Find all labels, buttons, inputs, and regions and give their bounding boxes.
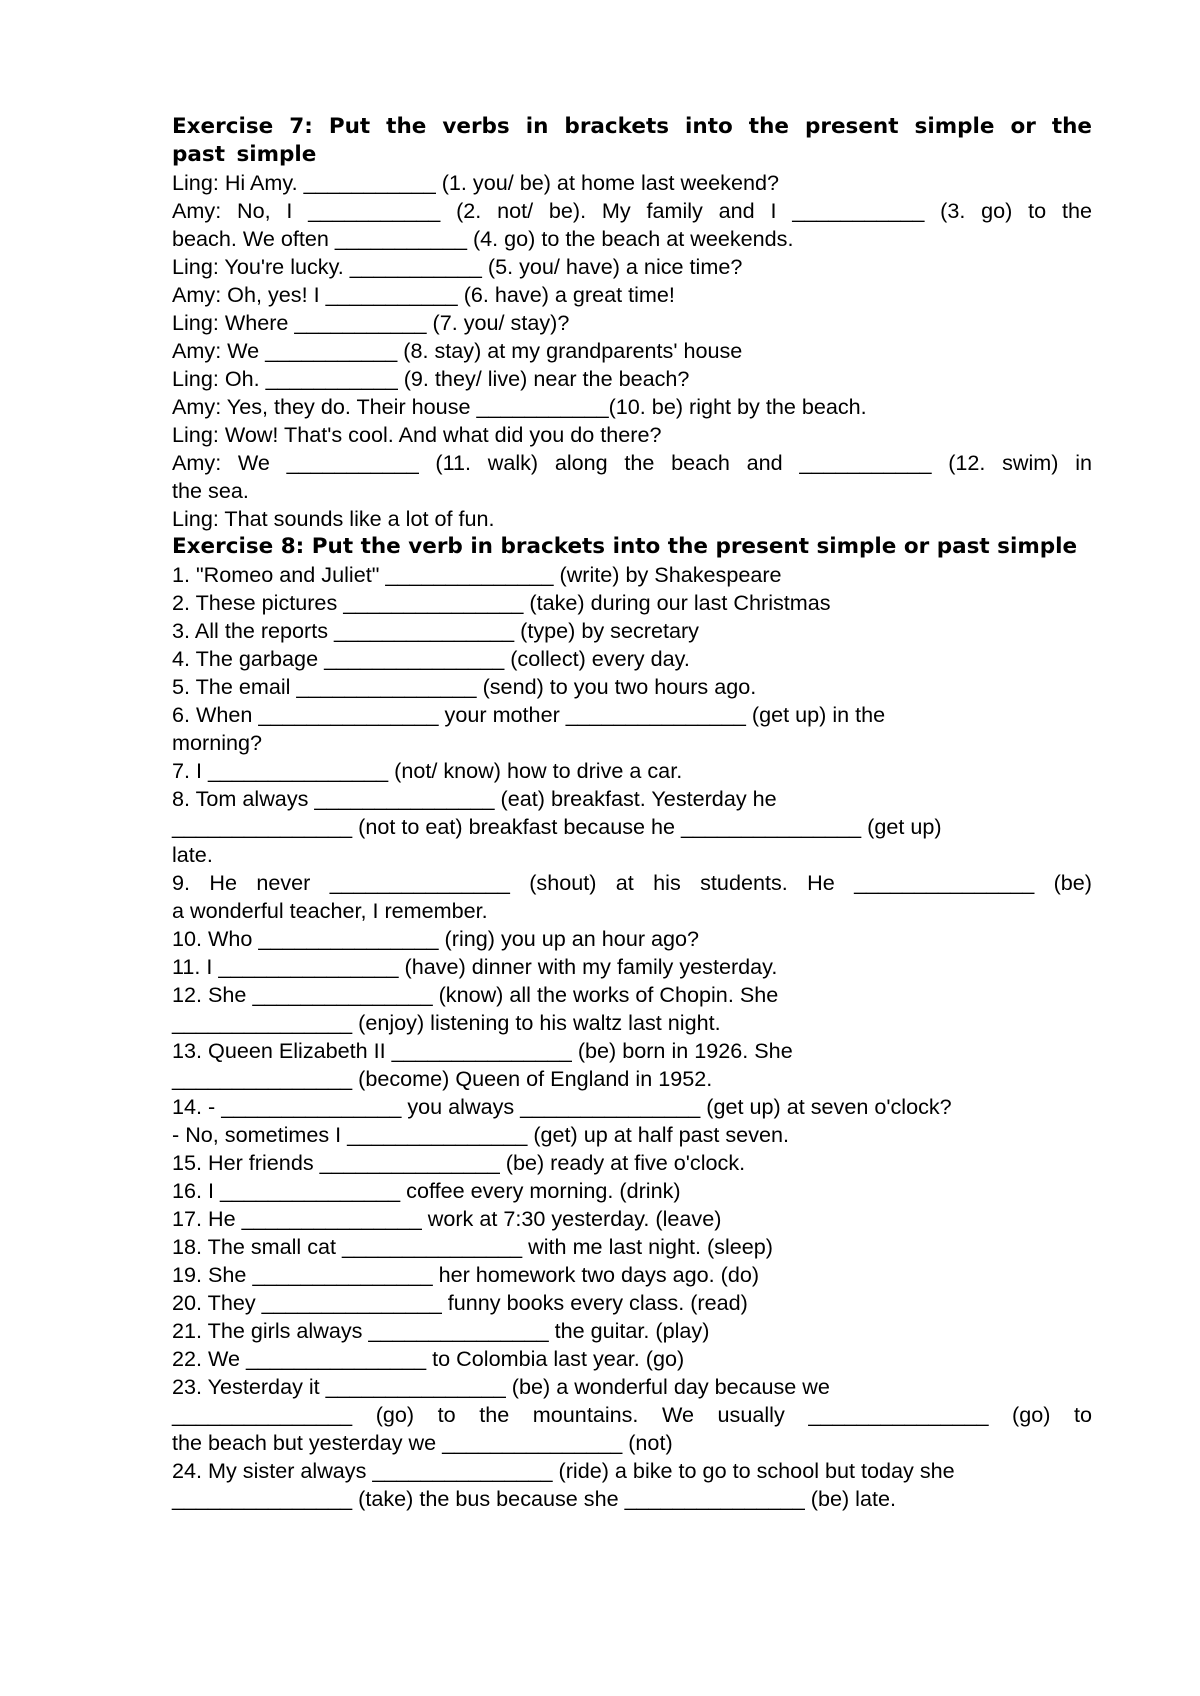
exercise-8-line: _______________ (become) Queen of England in 1952.: [172, 1066, 713, 1091]
exercise-8-line: morning?: [172, 730, 263, 755]
exercise-7-line: Ling: Wow! That's cool. And what did you do there?: [172, 422, 662, 447]
exercise-8-title: Exercise 8: Put the verb in brackets into the present simple or past simple: [172, 534, 1078, 559]
exercise-7-title: Exercise 7: Put the verbs in brackets into the present simple or the past simple: [172, 114, 1092, 167]
exercise-8-line: 20. They _______________ funny books every class. (read): [172, 1290, 748, 1315]
exercise-8-line: 3. All the reports _______________ (type) by secretary: [172, 618, 699, 643]
exercise-8-line: 2. These pictures _______________ (take) during our last Christmas: [172, 590, 831, 615]
exercise-7-line: Amy: Oh, yes! I ___________ (6. have) a great time!: [172, 282, 675, 307]
exercise-8-line: 17. He _______________ work at 7:30 yesterday. (leave): [172, 1206, 722, 1231]
exercise-8-line: 5. The email _______________ (send) to you two hours ago.: [172, 674, 757, 699]
exercise-8-line: 16. I _______________ coffee every morning. (drink): [172, 1178, 681, 1203]
exercise-8-line: 8. Tom always _______________ (eat) breakfast. Yesterday he: [172, 786, 777, 811]
exercise-8-line: 21. The girls always _______________ the guitar. (play): [172, 1318, 710, 1343]
exercise-7-line: Ling: Oh. ___________ (9. they/ live) near the beach?: [172, 366, 690, 391]
exercise-7-line: Ling: Where ___________ (7. you/ stay)?: [172, 310, 570, 335]
exercise-8-line: 4. The garbage _______________ (collect) every day.: [172, 646, 690, 671]
exercise-8-line: 23. Yesterday it _______________ (be) a wonderful day because we: [172, 1374, 830, 1399]
exercise-8-line: 19. She _______________ her homework two days ago. (do): [172, 1262, 760, 1287]
exercise-7-body: [172, 169, 1092, 533]
exercise-7-line: Ling: You're lucky. ___________ (5. you/ have) a nice time?: [172, 254, 743, 279]
exercise-8-line: 1. "Romeo and Juliet" ______________ (write) by Shakespeare: [172, 562, 782, 587]
exercise-8-line: 9. He never _______________ (shout) at his students. He _______________ (be): [172, 870, 1092, 895]
exercise-8-line: the beach but yesterday we _______________ (not): [172, 1430, 673, 1455]
exercise-8-line: 11. I _______________ (have) dinner with my family yesterday.: [172, 954, 778, 979]
exercise-8-line: _______________ (enjoy) listening to his waltz last night.: [172, 1010, 721, 1035]
exercise-8-line: _______________ (take) the bus because she _______________ (be) late.: [172, 1486, 896, 1511]
exercise-7-line: the sea.: [172, 478, 249, 503]
exercise-8-line: 7. I _______________ (not/ know) how to drive a car.: [172, 758, 683, 783]
exercise-7-line: Amy: We ___________ (11. walk) along the beach and ___________ (12. swim) in: [172, 450, 1092, 475]
exercise-8-line: 13. Queen Elizabeth II _______________ (be) born in 1926. She: [172, 1038, 793, 1063]
exercise-7-line: Amy: We ___________ (8. stay) at my grandparents' house: [172, 338, 743, 363]
exercise-7-line: Amy: Yes, they do. Their house ___________(10. be) right by the beach.: [172, 394, 867, 419]
exercise-8-line: 15. Her friends _______________ (be) ready at five o'clock.: [172, 1150, 746, 1175]
exercise-8-line: a wonderful teacher, I remember.: [172, 898, 488, 923]
exercise-7-line: Amy: No, I ___________ (2. not/ be). My family and I ___________ (3. go) to the: [172, 198, 1092, 223]
exercise-8-line: - No, sometimes I _______________ (get) up at half past seven.: [172, 1122, 790, 1147]
exercise-7-line: Ling: That sounds like a lot of fun.: [172, 506, 495, 531]
exercise-8-line: 18. The small cat _______________ with me last night. (sleep): [172, 1234, 773, 1259]
exercise-8-body: [172, 561, 1092, 1513]
exercise-7-line: beach. We often ___________ (4. go) to the beach at weekends.: [172, 226, 794, 251]
exercise-8-line: 24. My sister always _______________ (ride) a bike to go to school but today she: [172, 1458, 955, 1483]
exercise-8-line: late.: [172, 842, 213, 867]
exercise-8-line: 10. Who _______________ (ring) you up an hour ago?: [172, 926, 700, 951]
exercise-8-line: _______________ (go) to the mountains. We usually _______________ (go) to: [172, 1402, 1092, 1427]
exercise-7-line: Ling: Hi Amy. ___________ (1. you/ be) at home last weekend?: [172, 170, 780, 195]
exercise-8-line: 22. We _______________ to Colombia last year. (go): [172, 1346, 685, 1371]
exercise-8-line: _______________ (not to eat) breakfast because he _______________ (get up): [172, 814, 942, 839]
exercise-8-line: 12. She _______________ (know) all the works of Chopin. She: [172, 982, 779, 1007]
exercise-8-line: 6. When _______________ your mother _______________ (get up) in the: [172, 702, 886, 727]
exercise-8-line: 14. - _______________ you always _______________ (get up) at seven o'clock?: [172, 1094, 952, 1119]
worksheet-page: [172, 113, 1092, 1513]
